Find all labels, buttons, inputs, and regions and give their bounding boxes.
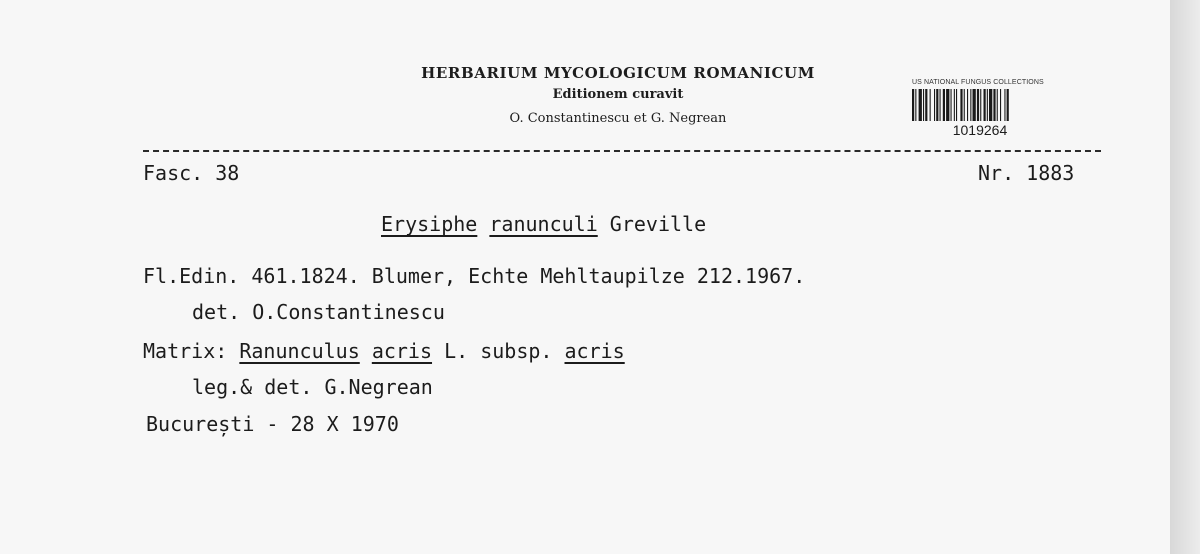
taxon-genus: Erysiphe (381, 212, 478, 236)
barcode-bar (946, 89, 949, 121)
barcode-bar (987, 89, 988, 121)
barcode-bar (1007, 89, 1009, 121)
barcode-bar (936, 89, 938, 121)
collector: leg.& det. G.Negrean (192, 375, 433, 399)
barcode-bar (954, 89, 955, 121)
barcode-bar (919, 89, 922, 121)
barcode-bar (977, 89, 979, 121)
barcode-bar (967, 89, 968, 121)
paper-edge (1170, 0, 1200, 554)
barcode-bar (980, 89, 981, 121)
barcode-bar (960, 89, 962, 121)
barcode-bar (1004, 89, 1005, 121)
barcode-bar (930, 89, 931, 121)
barcode-bar (1000, 89, 1001, 121)
barcode-bar (997, 89, 998, 121)
barcode-bar (989, 89, 992, 121)
taxon-species: ranunculi (489, 212, 598, 236)
locality-date: București - 28 X 1970 (146, 412, 399, 436)
fascicle-number: Fasc. 38 (143, 161, 240, 185)
barcode-icon (910, 89, 1048, 121)
barcode-bar (993, 89, 995, 121)
literature-citation: Fl.Edin. 461.1824. Blumer, Echte Mehltaupilze 212.1967. (143, 264, 806, 288)
taxon-name (381, 211, 706, 237)
label-header (380, 62, 856, 132)
host-subspecies: acris (564, 339, 625, 363)
barcode-bar (915, 89, 916, 121)
barcode-bar (956, 89, 957, 121)
barcode-bar (925, 89, 927, 121)
barcode-bar (964, 89, 965, 121)
editor-names: O. Constantinescu et G. Negrean (509, 111, 727, 126)
barcode-caption: US NATIONAL FUNGUS COLLECTIONS (912, 79, 1044, 86)
editor-subtitle: Editionem curavit (552, 87, 684, 102)
matrix-prefix: Matrix: (143, 339, 228, 363)
host-genus: Ranunculus (239, 339, 360, 363)
divider-rule (143, 150, 1101, 152)
taxon-author: Greville (609, 212, 707, 236)
barcode-bar (934, 89, 935, 121)
host-species: acris (371, 339, 433, 363)
barcode-bar (912, 89, 914, 121)
host-rank: L. subsp. (444, 339, 553, 363)
herbarium-title: HERBARIUM MYCOLOGICUM ROMANICUM (421, 64, 815, 82)
barcode-bar (951, 89, 952, 121)
barcode-bar (923, 89, 924, 121)
barcode-bar (943, 89, 945, 121)
barcode-number: 1019264 (952, 122, 1008, 138)
barcode-bar (984, 89, 986, 121)
barcode-bar (940, 89, 941, 121)
specimen-number: Nr. 1883 (978, 161, 1075, 185)
matrix-host (143, 338, 625, 364)
barcode-bar (973, 89, 976, 121)
barcode-bar (970, 89, 971, 121)
determiner: det. O.Constantinescu (192, 300, 445, 324)
barcode-sticker (910, 78, 1052, 144)
